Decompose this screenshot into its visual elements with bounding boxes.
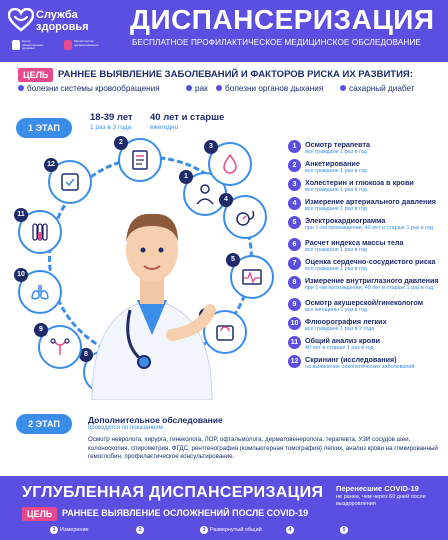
ring-number: 3 — [204, 140, 218, 154]
page-subtitle: БЕСПЛАТНОЕ ПРОФИЛАКТИЧЕСКОЕ МЕДИЦИНСКОЕ ОБСЛЕДОВАНИЕ — [132, 38, 421, 47]
partner-2-text: Министерство здравоохранения — [74, 39, 99, 47]
partner-logo-2 — [64, 39, 99, 54]
ring-number: 2 — [114, 136, 128, 150]
age-frequency: ежегодно — [150, 124, 179, 131]
stage-2-badge: 2 ЭТАП — [16, 414, 72, 434]
logo-line2: здоровья — [36, 21, 89, 33]
ring-item-11 — [18, 210, 62, 254]
covid-note — [336, 484, 444, 507]
doctor-illustration — [82, 160, 222, 400]
ring-item-5 — [230, 255, 274, 299]
blood-pressure-icon — [233, 205, 257, 229]
ring-number: 5 — [226, 253, 240, 267]
bullet-icon — [216, 85, 222, 91]
age-range: 18-39 лет — [90, 112, 133, 123]
partner-logo-1 — [12, 39, 44, 54]
deep-goal-tag: ЦЕЛЬ — [22, 507, 57, 521]
deep-checkup-banner — [0, 476, 448, 540]
bullet-icon — [340, 85, 346, 91]
header — [0, 0, 448, 62]
gynecology-icon — [48, 335, 72, 359]
disease-item: сахарный диабет — [340, 84, 415, 93]
stage-2-description: Осмотр невролога, хирурга, гинеколога, ЛОР, офтальмолога, дерматовенеролога, терапевта, УЗИ сосудов шеи, колоноскопия, спирометрия, ФГДС, рентгенография (компьютерная томография) легких, анализ крови на гликированный гемоглобин, профилактическое консультирование. — [88, 436, 438, 460]
logo — [8, 6, 118, 58]
stage-2-subtitle: проводится по показаниям — [88, 425, 163, 431]
test-tubes-icon — [28, 220, 52, 244]
partner-2-icon — [64, 40, 72, 50]
ring-number: 8 — [79, 348, 93, 362]
disease-item: рак — [186, 84, 208, 93]
bullet-icon — [186, 85, 192, 91]
stage-1-exam-list: 1 Осмотр терапевта все граждане 1 раз в год 2 Анкетирование все граждане 1 раз в год 3 Холестерин и глюкоза в крови все граждане 1 раз в год 4 Измерение артериального давления все граждане 1 раз в год 5 Электрокардиограмма при 1-ом прохождении, 40 лет и старше 1 раз в год 6 Расчет индекса массы тела все граждане 1 раз в год 7 Оценка сердечно-сосудистого риска все граждане 1 раз в год 8 Измерение внутриглазного давления при 1-ом прохождении, 40 лет и старше 1 раз в год 9 Осмотр акушерской/гинекологом все женщины 1 раз в год 10 Флюорография легких все граждане 1 раз в 2 года 11 Общий анализ крови 40 лет и старше 1 раз в год 12 Скрининг (исследования) на выявление онкологических заболеваний — [288, 140, 444, 380]
logo-line1: Служба — [36, 9, 78, 21]
goal-tag: ЦЕЛЬ — [18, 68, 53, 82]
age-range: 40 лет и старше — [150, 112, 225, 123]
deep-item: 1 Измерение — [50, 526, 89, 534]
partner-1-text: Центр общественного здоровья — [22, 39, 44, 50]
ring-item-4 — [223, 195, 267, 239]
ring-number: 4 — [219, 193, 233, 207]
deep-goal-text: РАННЕЕ ВЫЯВЛЕНИЕ ОСЛОЖНЕНИЙ ПОСЛЕ COVID-19 — [62, 508, 309, 518]
ring-item-9 — [38, 325, 82, 369]
bullet-icon — [18, 85, 24, 91]
stage-2-title: Дополнительное обследование — [88, 415, 223, 425]
deep-item: 5 — [340, 526, 350, 534]
lungs-icon — [28, 280, 52, 304]
disease-item: болезни органов дыхания — [216, 84, 323, 93]
ring-number: 9 — [34, 323, 48, 337]
deep-checkup-items — [4, 526, 444, 540]
disease-list — [18, 84, 438, 96]
goal-row — [18, 68, 438, 84]
goal-text: РАННЕЕ ВЫЯВЛЕНИЕ ЗАБОЛЕВАНИЙ И ФАКТОРОВ РИСКА ИХ РАЗВИТИЯ: — [58, 69, 413, 80]
ring-number: 10 — [14, 268, 28, 282]
covid-subtitle: не ранее, чем через 60 дней после выздоровления — [336, 494, 426, 507]
ring-number: 11 — [14, 208, 28, 222]
age-group — [90, 112, 133, 131]
stage-1-badge: 1 ЭТАП — [16, 118, 72, 138]
deep-item: 4 — [286, 526, 296, 534]
ring-number: 6 — [199, 308, 213, 322]
covid-title: Перенесшие COVID-19 — [336, 484, 419, 493]
ring-item-10 — [18, 270, 62, 314]
disease-item: болезни системы кровообращения — [18, 84, 160, 93]
heart-logo-icon — [8, 8, 34, 32]
deep-item: 2 — [136, 526, 146, 534]
screening-icon — [58, 170, 82, 194]
age-group — [150, 112, 224, 131]
deep-item: 3 Развернутый общий — [200, 526, 262, 534]
ring-number: 12 — [44, 158, 58, 172]
deep-checkup-title: УГЛУБЛЕННАЯ ДИСПАНСЕРИЗАЦИЯ — [22, 484, 324, 501]
deep-goal-row — [22, 507, 442, 521]
ring-number: 1 — [179, 170, 193, 184]
ecg-icon — [240, 265, 264, 289]
partner-1-icon — [12, 40, 20, 50]
page-title: ДИСПАНСЕРИЗАЦИЯ — [130, 4, 435, 35]
age-frequency: 1 раз в 3 года — [90, 124, 132, 131]
